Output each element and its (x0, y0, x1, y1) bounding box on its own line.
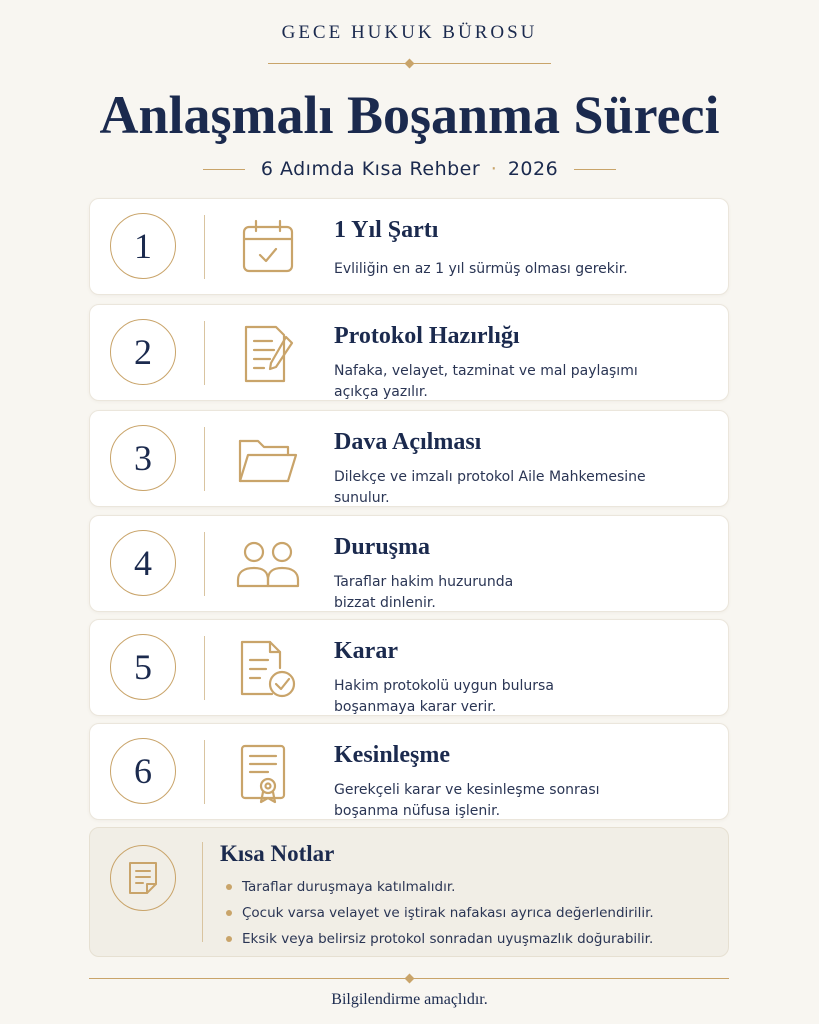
step-number: 5 (110, 634, 176, 700)
certificate-icon (236, 742, 300, 804)
calendar-icon (236, 217, 300, 279)
step-description: Evliliğin en az 1 yıl sürmüş olması gerekir. (334, 261, 628, 277)
notes-list (226, 874, 654, 952)
step-number: 4 (110, 530, 176, 596)
notes-separator (202, 842, 203, 942)
step-card-3 (89, 410, 729, 507)
step-number: 3 (110, 425, 176, 491)
card-separator (204, 215, 205, 279)
card-separator (204, 740, 205, 804)
card-separator (204, 427, 205, 491)
step-description: Gerekçeli karar ve kesinleşme sonrası boşanma nüfusa işlenir. (334, 782, 600, 819)
card-separator (204, 532, 205, 596)
subtitle-line-left (203, 169, 245, 170)
step-title: Kesinleşme (334, 742, 450, 768)
step-card-5 (89, 619, 729, 716)
step-card-4 (89, 515, 729, 612)
step-title: 1 Yıl Şartı (334, 217, 439, 243)
step-number: 2 (110, 319, 176, 385)
step-title: Duruşma (334, 534, 431, 560)
note-item: Çocuk varsa velayet ve iştirak nafakası ayrıca değerlendirilir. (226, 900, 654, 926)
subtitle (261, 158, 558, 180)
note-item: Eksik veya belirsiz protokol sonradan uyuşmazlık doğurabilir. (226, 926, 654, 952)
people-icon (236, 534, 300, 596)
document-check-icon (236, 638, 300, 700)
notes-panel (89, 827, 729, 957)
note-item: Taraflar duruşmaya katılmalıdır. (226, 874, 654, 900)
step-title: Protokol Hazırlığı (334, 323, 520, 349)
card-separator (204, 321, 205, 385)
step-description: Dilekçe ve imzalı protokol Aile Mahkemesine sunulur. (334, 469, 646, 506)
brand-name: GECE HUKUK BÜROSU (281, 22, 538, 43)
step-title: Karar (334, 638, 398, 664)
step-number: 1 (110, 213, 176, 279)
page-title: Anlaşmalı Boşanma Süreci (99, 85, 720, 145)
step-description: Hakim protokolü uygun bulursa boşanmaya karar verir. (334, 678, 554, 715)
document-pen-icon (236, 323, 300, 385)
step-title: Dava Açılması (334, 429, 482, 455)
step-description: Nafaka, velayet, tazminat ve mal paylaşımı açıkça yazılır. (334, 363, 638, 400)
subtitle-text: 6 Adımda Kısa Rehber (260, 158, 481, 180)
subtitle-separator: · (490, 158, 498, 180)
step-description: Taraflar hakim huzurunda bizzat dinlenir. (334, 574, 514, 611)
step-card-6 (89, 723, 729, 820)
notes-title: Kısa Notlar (220, 841, 335, 866)
step-card-1 (89, 198, 729, 295)
footer-disclaimer: Bilgilendirme amaçlıdır. (331, 991, 488, 1008)
divider-diamond (405, 59, 415, 69)
step-number: 6 (110, 738, 176, 804)
subtitle-row (0, 156, 819, 182)
card-separator (204, 636, 205, 700)
folder-icon (236, 429, 300, 491)
subtitle-line-right (574, 169, 616, 170)
step-card-2 (89, 304, 729, 401)
subtitle-year: 2026 (507, 158, 559, 180)
note-icon (110, 845, 176, 911)
divider-diamond (405, 974, 415, 984)
